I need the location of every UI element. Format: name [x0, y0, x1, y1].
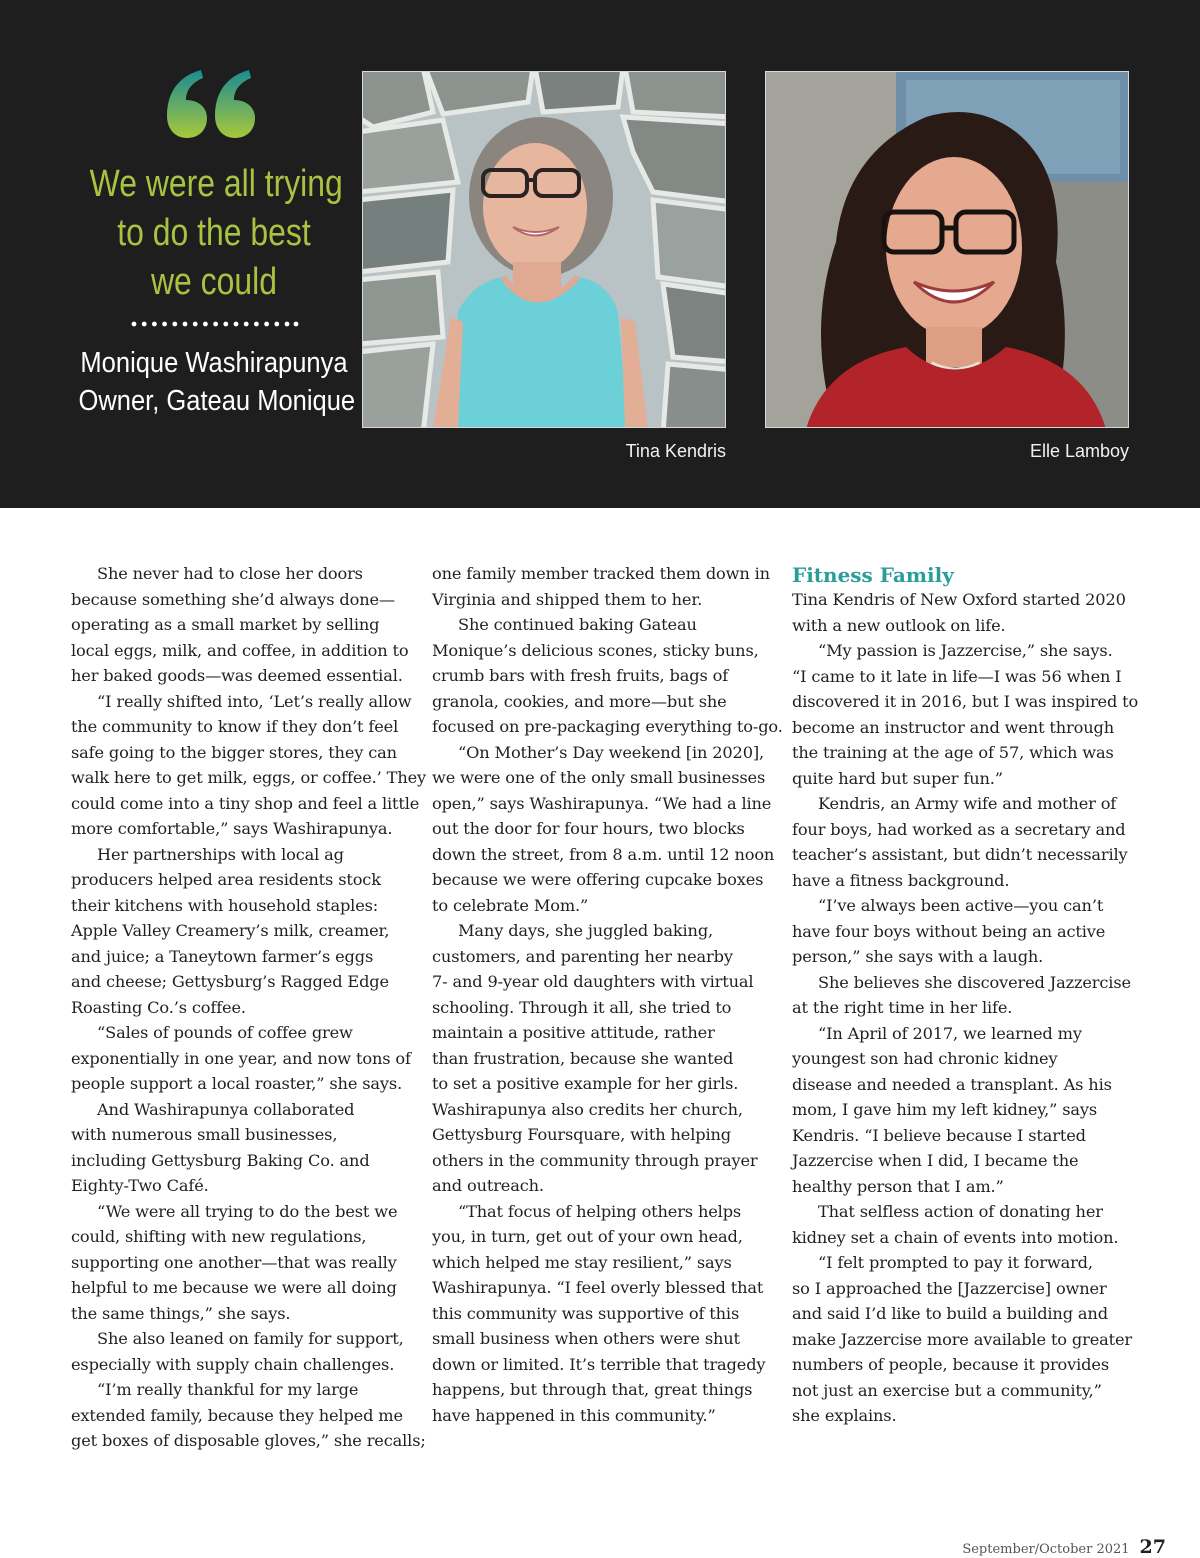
paragraph: [71, 561, 407, 689]
issue-date: September/October 2021: [962, 1542, 1130, 1557]
text-line: people support a local roaster,” she says.: [71, 1074, 403, 1093]
text-line: operating as a small market by selling: [71, 615, 380, 634]
text-line: “I really shifted into, ‘Let’s really allow: [97, 691, 412, 711]
text-line: numbers of people, because it provides: [792, 1355, 1109, 1374]
text-line: extended family, because they helped me: [71, 1405, 403, 1425]
text-line: could, shifting with new regulations,: [71, 1227, 367, 1246]
pull-quote-attribution: [78, 344, 356, 420]
text-line: healthy person that I am.”: [792, 1176, 1004, 1196]
text-line: She continued baking Gateau: [458, 615, 697, 634]
text-line: producers helped area residents stock: [71, 870, 381, 889]
paragraph: [71, 1326, 407, 1377]
text-line: and said I’d like to build a building and: [792, 1304, 1108, 1323]
text-line: “I came to it late in life—I was 56 when I: [792, 666, 1122, 686]
text-line: “My passion is Jazzercise,” she says.: [818, 641, 1113, 660]
text-line: disease and needed a transplant. As his: [792, 1074, 1112, 1094]
text-line: have a fitness background.: [792, 870, 1010, 890]
text-line: mom, I gave him my left kidney,” says: [792, 1100, 1098, 1119]
pull-quote-line: to do the best: [117, 212, 311, 254]
paragraph: [432, 561, 768, 612]
text-line: Her partnerships with local ag: [97, 844, 344, 864]
article-column-3: [792, 561, 1139, 1429]
attribution-name: Monique Washirapunya: [80, 347, 348, 379]
paragraph: [71, 689, 427, 842]
paragraph: [71, 1199, 407, 1327]
article-column-1: [71, 561, 427, 1454]
photo-tina-kendris: [362, 71, 726, 428]
text-line: “We were all trying to do the best we: [97, 1201, 398, 1221]
text-line: at the right time in her life.: [792, 998, 1013, 1017]
text-line: granola, cookies, and more—but she: [432, 691, 727, 711]
text-line: including Gettysburg Baking Co. and: [71, 1150, 370, 1170]
text-line: than frustration, because she wanted: [432, 1048, 734, 1068]
section-heading: Fitness Family: [792, 563, 954, 587]
paragraph: [792, 791, 1128, 893]
text-line: discovered it in 2016, but I was inspired to: [792, 692, 1139, 711]
paragraph: [71, 1377, 426, 1454]
text-line: youngest son had chronic kidney: [792, 1049, 1058, 1068]
text-line: we were one of the only small businesses: [432, 768, 766, 787]
text-line: which helped me stay resilient,” says: [432, 1252, 732, 1272]
paragraph: [792, 893, 1128, 970]
text-line: four boys, had worked as a secretary and: [792, 819, 1126, 839]
paragraph: [792, 1199, 1128, 1250]
text-line: Monique’s delicious scones, sticky buns,: [432, 640, 759, 660]
text-line: Virginia and shipped them to her.: [432, 589, 703, 609]
text-line: and outreach.: [432, 1176, 544, 1195]
page-footer: [962, 1536, 1166, 1558]
text-line: local eggs, milk, and coffee, in addition to: [71, 640, 409, 660]
text-line: because something she’d always done—: [71, 589, 395, 609]
text-line: the same things,” she says.: [71, 1303, 291, 1323]
text-line: Kendris, an Army wife and mother of: [818, 794, 1117, 813]
text-line: get boxes of disposable gloves,” she recalls;: [71, 1431, 426, 1450]
text-line: happens, but through that, great things: [432, 1380, 753, 1399]
text-line: crumb bars with fresh fruits, bags of: [432, 666, 729, 685]
paragraph: [71, 842, 407, 1021]
text-line: and juice; a Taneytown farmer’s eggs: [71, 946, 374, 966]
text-line: “In April of 2017, we learned my: [818, 1023, 1082, 1043]
text-line: safe going to the bigger stores, they can: [71, 742, 397, 762]
text-line: become an instructor and went through: [792, 717, 1115, 737]
paragraph: [792, 587, 1128, 638]
text-line: teacher’s assistant, but didn’t necessarily: [792, 845, 1128, 864]
attribution-title: Owner, Gateau Monique: [78, 385, 356, 417]
text-line: could come into a tiny shop and feel a little: [71, 793, 420, 813]
text-line: “I’ve always been active—you can’t: [818, 896, 1104, 915]
text-line: Gettysburg Foursquare, with helping: [432, 1125, 731, 1144]
pull-quote-line: We were all trying: [89, 163, 343, 205]
text-line: small business when others were shut: [432, 1329, 740, 1348]
text-line: “That focus of helping others helps: [458, 1201, 742, 1221]
text-line: person,” she says with a laugh.: [792, 947, 1044, 966]
text-line: with a new outlook on life.: [792, 615, 1006, 635]
text-line: helpful to me because we were all doing: [71, 1278, 397, 1297]
text-line: and cheese; Gettysburg’s Ragged Edge: [71, 972, 389, 991]
text-line: And Washirapunya collaborated: [97, 1099, 355, 1119]
text-line: the community to know if they don’t feel: [71, 717, 399, 736]
text-line: down the street, from 8 a.m. until 12 noon: [432, 844, 775, 864]
text-line: Apple Valley Creamery’s milk, creamer,: [71, 921, 390, 940]
text-line: “Sales of pounds of coffee grew: [97, 1023, 353, 1042]
text-line: “On Mother’s Day weekend [in 2020],: [458, 742, 765, 762]
page-number: 27: [1139, 1536, 1166, 1558]
text-line: the training at the age of 57, which was: [792, 743, 1114, 762]
pull-quote: [89, 160, 343, 307]
text-line: she explains.: [792, 1406, 897, 1425]
text-line: this community was supportive of this: [432, 1303, 740, 1323]
text-line: Washirapunya. “I feel overly blessed that: [432, 1278, 764, 1297]
paragraph: [792, 1021, 1128, 1200]
text-line: open,” says Washirapunya. “We had a line: [432, 793, 772, 813]
text-line: with numerous small businesses,: [71, 1125, 338, 1144]
text-line: That selfless action of donating her: [818, 1202, 1103, 1221]
text-line: one family member tracked them down in: [432, 564, 770, 583]
open-quotes-icon: [165, 70, 257, 138]
text-line: Many days, she juggled baking,: [458, 921, 714, 940]
text-line: maintain a positive attitude, rather: [432, 1023, 715, 1042]
text-line: especially with supply chain challenges.: [71, 1354, 395, 1374]
photo-elle-lamboy: [765, 71, 1129, 428]
text-line: her baked goods—was deemed essential.: [71, 666, 403, 685]
text-line: Kendris. “I believe because I started: [792, 1125, 1086, 1145]
paragraph: [432, 740, 775, 919]
text-line: schooling. Through it all, she tried to: [432, 997, 732, 1017]
text-line: down or limited. It’s terrible that tragedy: [432, 1354, 766, 1374]
text-line: have happened in this community.”: [432, 1405, 716, 1425]
text-line: exponentially in one year, and now tons of: [71, 1048, 411, 1068]
pull-quote-line: we could: [151, 261, 277, 303]
paragraph: [792, 638, 1139, 791]
paragraph: [792, 970, 1131, 1021]
text-line: Washirapunya also credits her church,: [432, 1099, 743, 1119]
text-line: She also leaned on family for support,: [97, 1329, 404, 1348]
text-line: “I’m really thankful for my large: [97, 1380, 359, 1399]
text-line: others in the community through prayer: [432, 1150, 758, 1170]
text-line: not just an exercise but a community,”: [792, 1380, 1102, 1400]
text-line: more comfortable,” says Washirapunya.: [71, 819, 393, 838]
text-line: quite hard but super fun.”: [792, 768, 1003, 788]
text-line: have four boys without being an active: [792, 921, 1106, 941]
text-line: She believes she discovered Jazzercise: [818, 972, 1131, 992]
paragraph: [432, 1199, 768, 1429]
text-line: Jazzercise when I did, I became the: [792, 1151, 1079, 1170]
article-column-2: [432, 561, 783, 1428]
paragraph: [71, 1097, 407, 1199]
text-line: 7- and 9-year old daughters with virtual: [432, 972, 754, 991]
photo-caption: Elle Lamboy: [1029, 441, 1129, 461]
text-line: focused on pre-packaging everything to-go.: [432, 717, 783, 736]
text-line: Roasting Co.’s coffee.: [71, 997, 246, 1017]
text-line: because we were offering cupcake boxes: [432, 870, 764, 889]
text-line: to set a positive example for her girls.: [432, 1074, 739, 1093]
paragraph: [432, 612, 783, 740]
paragraph: [792, 1250, 1133, 1429]
text-line: walk here to get milk, eggs, or coffee.’ They: [71, 768, 427, 787]
photo-caption: Tina Kendris: [625, 441, 726, 461]
text-line: “I felt prompted to pay it forward,: [818, 1253, 1093, 1272]
text-line: to celebrate Mom.”: [432, 895, 589, 915]
text-line: Tina Kendris of New Oxford started 2020: [792, 590, 1126, 609]
text-line: so I approached the [Jazzercise] owner: [792, 1278, 1107, 1298]
text-line: customers, and parenting her nearby: [432, 946, 733, 966]
text-line: Eighty-Two Café.: [71, 1176, 209, 1195]
paragraph: [71, 1020, 411, 1097]
dotted-divider: [131, 318, 299, 330]
text-line: their kitchens with household staples:: [71, 895, 379, 915]
text-line: supporting one another—that was really: [71, 1252, 397, 1272]
text-line: make Jazzercise more available to greater: [792, 1329, 1133, 1349]
text-line: you, in turn, get out of your own head,: [432, 1227, 743, 1246]
text-line: kidney set a chain of events into motion.: [792, 1227, 1119, 1247]
text-line: She never had to close her doors: [97, 564, 363, 583]
paragraph: [432, 918, 768, 1199]
text-line: out the door for four hours, two blocks: [432, 819, 745, 838]
